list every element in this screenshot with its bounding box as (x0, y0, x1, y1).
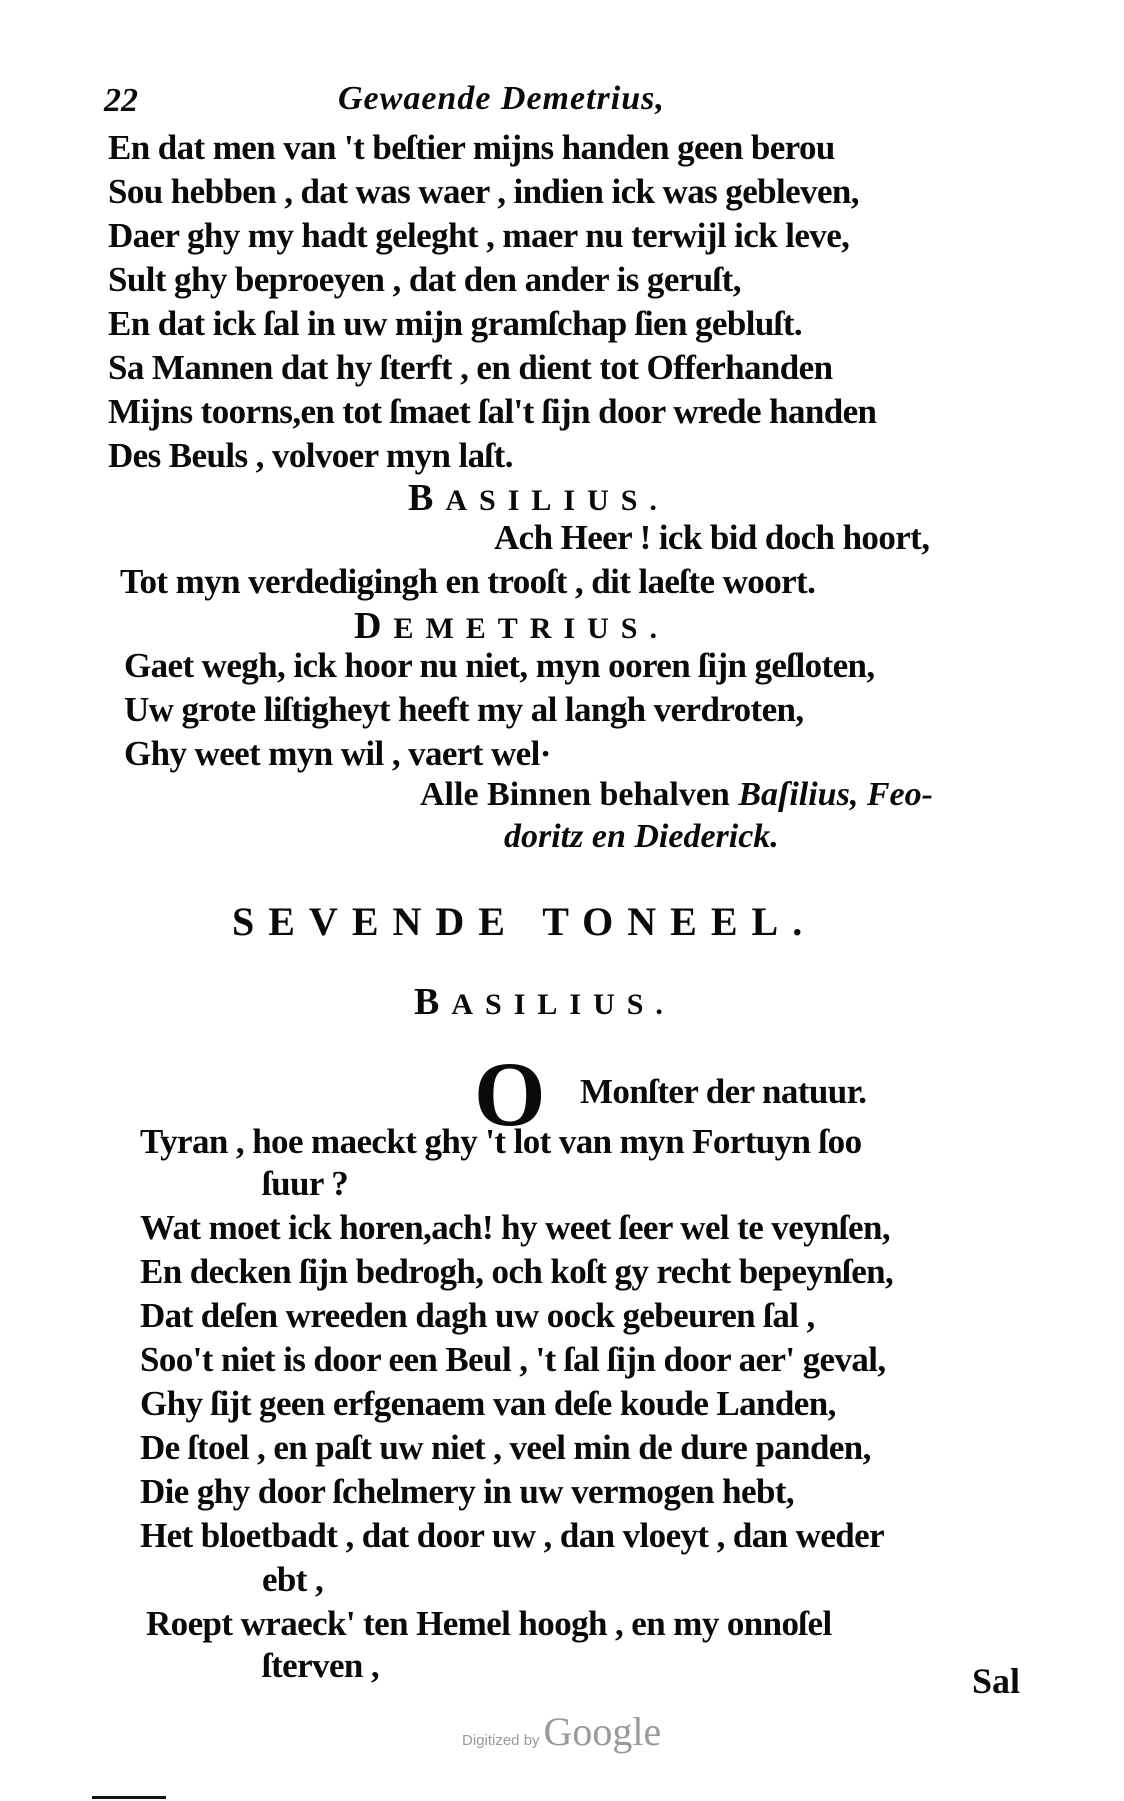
catchword: Sal (972, 1661, 1021, 1701)
verse-line: Mijns toorns,en tot ſmaet ſal't ſijn door wrede handen (108, 392, 877, 431)
speaker-rest: EMETRIUS. (393, 612, 669, 645)
verse-line: Die ghy door ſchelmery in uw vermogen hebt, (140, 1472, 795, 1511)
verse-line: Uw grote liſtigheyt heeft my al langh verdroten, (124, 690, 804, 729)
verse-line: Roept wraeck' ten Hemel hoogh , en my onnoſel (146, 1604, 832, 1643)
verse-line: De ſtoel , en paſt uw niet , veel min de dure panden, (140, 1428, 871, 1467)
verse-line: Wat moet ick horen,ach! hy weet ſeer wel te veynſen, (140, 1208, 890, 1247)
verse-line: Des Beuls , volvoer myn laſt. (108, 436, 513, 475)
speaker-initial: B (414, 981, 452, 1023)
stage-direction: Alle Binnen behalven Baſilius, Feo- (420, 776, 933, 813)
verse-line: Het bloetbadt , dat door uw , dan vloeyt , dan weder (140, 1516, 885, 1555)
speaker-rest: ASILIUS. (451, 988, 675, 1021)
verse-line: Dat deſen wreeden dagh uw oock gebeuren ſal , (140, 1296, 815, 1335)
scene-heading: SEVENDE TONEEL. (232, 899, 817, 944)
verse-line: En dat ick ſal in uw mijn gramſchap ſien gebluſt. (108, 304, 803, 343)
verse-line: Sa Mannen dat hy ſterft , en dient tot Offerhanden (108, 348, 833, 387)
verse-line: Soo't niet is door een Beul , 't ſal ſijn door aer' geval, (140, 1340, 886, 1379)
verse-line: Ghy ſijt geen erfgenaem van deſe koude Landen, (140, 1384, 836, 1423)
verse-line: ebt , (262, 1560, 324, 1599)
speaker-name (408, 476, 669, 520)
speaker-initial: D (354, 605, 394, 647)
drop-cap: O (474, 1043, 546, 1145)
verse-line: Ghy weet myn wil , vaert wel· (124, 734, 551, 773)
verse-line: En dat men van 't beſtier mijns handen geen berou (108, 128, 835, 167)
google-logo: Google (543, 1709, 662, 1754)
verse-line: Tyran , hoe maeckt ghy 't lot van myn Fortuyn ſoo (140, 1122, 862, 1161)
verse-line: Tot myn verdedigingh en trooſt , dit laeſte woort. (120, 562, 816, 601)
speaker-rest: ASILIUS. (445, 484, 669, 517)
bottom-rule (92, 1796, 166, 1799)
stage-names: Baſilius, Feo- (738, 776, 933, 813)
verse-line: Gaet wegh, ick hoor nu niet, myn ooren ſijn geſloten, (124, 646, 875, 685)
running-title: Gewaende Demetrius, (338, 80, 665, 117)
verse-line: Sou hebben , dat was waer , indien ick was gebleven, (108, 172, 859, 211)
verse-line: ſterven , (262, 1646, 380, 1685)
page-number: 22 (104, 82, 138, 119)
speaker-name (414, 980, 675, 1024)
verse-line: ſuur ? (262, 1164, 349, 1203)
verse-line: Sult ghy beproeyen , dat den ander is geruſt, (108, 260, 741, 299)
speaker-name (354, 604, 669, 648)
verse-line: Monſter der natuur. (580, 1072, 867, 1111)
verse-line: En decken ſijn bedrogh, och koſt gy recht bepeynſen, (140, 1252, 894, 1291)
verse-line: Ach Heer ! ick bid doch hoort, (494, 518, 930, 557)
verse-line: Daer ghy my hadt geleght , maer nu terwijl ick leve, (108, 216, 850, 255)
speaker-initial: B (408, 477, 446, 519)
digitized-watermark: Digitized by Google (462, 1709, 662, 1754)
stage-direction-cont: doritz en Diederick. (504, 818, 779, 855)
